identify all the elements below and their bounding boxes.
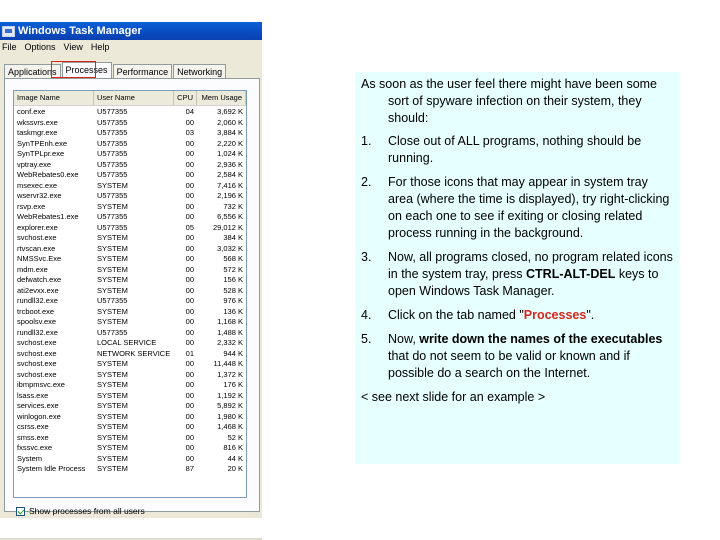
- process-mem-usage: 2,332 K: [217, 338, 243, 347]
- process-image-name: explorer.exe: [17, 222, 58, 232]
- process-user-name: U577355: [97, 212, 128, 221]
- menu-help[interactable]: Help: [90, 42, 110, 52]
- process-user-name: SYSTEM: [97, 285, 128, 295]
- process-row[interactable]: [14, 454, 246, 465]
- step-text: Close out of ALL programs, nothing should be running.: [388, 134, 642, 165]
- process-user-name: SYSTEM: [97, 275, 128, 284]
- process-mem-usage: 528 K: [223, 285, 243, 295]
- tab-applications[interactable]: Applications: [4, 64, 61, 80]
- instructions-intro: As soon as the user feel there might have been some sort of spyware infection on their system, they should:: [361, 77, 658, 125]
- process-cpu: 00: [185, 390, 194, 400]
- process-user-name: SYSTEM: [97, 401, 128, 410]
- step-text-pre: Click on the tab named ": [388, 308, 524, 322]
- process-user-name: SYSTEM: [97, 432, 128, 442]
- step-text: For those icons that may appear in system tray area (where the time is displayed), try right-clicking on each one to see if exiting or closing related process running in the background.: [388, 175, 670, 240]
- show-all-processes[interactable]: [16, 506, 145, 516]
- process-image-name: rundll32.exe: [17, 327, 58, 337]
- process-row[interactable]: [14, 202, 246, 213]
- process-user-name: U577355: [97, 170, 128, 179]
- process-image-name: svchost.exe: [17, 338, 57, 347]
- process-cpu: 00: [185, 327, 194, 337]
- process-mem-usage: 2,196 K: [217, 191, 243, 200]
- process-mem-usage: 2,936 K: [217, 159, 243, 169]
- step-5: [361, 331, 674, 382]
- process-row[interactable]: [14, 443, 246, 454]
- process-image-name: mdm.exe: [17, 264, 48, 274]
- step-text-post: ".: [586, 308, 595, 322]
- process-image-name: winlogon.exe: [17, 411, 61, 421]
- process-image-name: lsass.exe: [17, 390, 49, 400]
- process-mem-usage: 2,584 K: [217, 170, 243, 179]
- process-mem-usage: 5,892 K: [217, 401, 243, 410]
- process-mem-usage: 1,488 K: [217, 327, 243, 337]
- process-image-name: vptray.exe: [17, 159, 52, 169]
- process-mem-usage: 7,416 K: [217, 180, 243, 190]
- process-row[interactable]: [14, 223, 246, 234]
- process-cpu: 00: [185, 212, 194, 221]
- process-mem-usage: 11,448 K: [213, 359, 243, 368]
- process-image-name: conf.exe: [17, 107, 46, 116]
- process-image-name: smss.exe: [17, 432, 49, 442]
- menu-file[interactable]: File: [2, 42, 17, 52]
- process-user-name: SYSTEM: [97, 453, 128, 463]
- process-cpu: 00: [185, 453, 194, 463]
- process-image-name: WebRebates0.exe: [17, 170, 79, 179]
- column-user-name[interactable]: User Name: [94, 91, 174, 105]
- process-image-name: msexec.exe: [17, 180, 58, 190]
- process-row[interactable]: [14, 254, 246, 265]
- column-mem-usage[interactable]: Mem Usage: [197, 91, 246, 105]
- process-image-name: taskmgr.exe: [17, 128, 58, 137]
- step-text: [388, 331, 674, 382]
- process-mem-usage: 944 K: [223, 348, 243, 358]
- process-cpu: 00: [185, 117, 194, 127]
- process-cpu: 00: [185, 317, 194, 326]
- process-cpu: 00: [185, 275, 194, 284]
- column-image-name[interactable]: Image Name: [14, 91, 94, 105]
- window-title: Windows Task Manager: [18, 25, 142, 37]
- menu-bar: [0, 42, 109, 56]
- process-user-name: SYSTEM: [97, 369, 128, 379]
- process-row[interactable]: [14, 181, 246, 192]
- process-row[interactable]: [14, 191, 246, 202]
- process-image-name: svchost.exe: [17, 359, 57, 368]
- process-user-name: U577355: [97, 159, 128, 169]
- process-mem-usage: 732 K: [223, 201, 243, 211]
- process-image-name: svchost.exe: [17, 233, 57, 242]
- process-row[interactable]: [14, 338, 246, 349]
- process-user-name: SYSTEM: [97, 380, 128, 389]
- window-titlebar[interactable]: [0, 22, 262, 40]
- menu-view[interactable]: View: [63, 42, 83, 52]
- process-image-name: WebRebates1.exe: [17, 212, 79, 221]
- process-mem-usage: 568 K: [223, 254, 243, 263]
- process-user-name: U577355: [97, 107, 128, 116]
- process-cpu: 00: [185, 380, 194, 389]
- process-image-name: svchost.exe: [17, 369, 57, 379]
- process-mem-usage: 3,884 K: [217, 128, 243, 137]
- process-cpu: 05: [185, 222, 194, 232]
- process-mem-usage: 29,012 K: [212, 222, 243, 232]
- process-user-name: SYSTEM: [97, 390, 128, 400]
- process-user-name: SYSTEM: [97, 359, 128, 368]
- process-user-name: U577355: [97, 191, 128, 200]
- process-row[interactable]: [14, 328, 246, 339]
- process-mem-usage: 384 K: [223, 233, 243, 242]
- process-user-name: U577355: [97, 117, 128, 127]
- process-row[interactable]: [14, 307, 246, 318]
- process-image-name: rtvscan.exe: [17, 243, 56, 253]
- process-row[interactable]: [14, 149, 246, 160]
- instructions-box: [355, 72, 680, 464]
- process-image-name: System: [17, 453, 43, 463]
- process-user-name: LOCAL SERVICE: [97, 338, 157, 347]
- process-user-name: SYSTEM: [97, 306, 128, 316]
- step-number: 2.: [361, 175, 372, 189]
- process-mem-usage: 20 K: [227, 464, 243, 473]
- step-1: [361, 133, 674, 167]
- process-cpu: 00: [185, 411, 194, 421]
- process-row[interactable]: [14, 370, 246, 381]
- process-cpu: 01: [185, 348, 194, 358]
- menu-options[interactable]: Options: [24, 42, 56, 52]
- process-image-name: svchost.exe: [17, 348, 57, 358]
- process-cpu: 04: [185, 107, 194, 116]
- process-user-name: NETWORK SERVICE: [97, 348, 171, 358]
- task-manager-icon: [2, 26, 15, 37]
- process-cpu: 00: [185, 138, 194, 148]
- process-image-name: ibmpmsvc.exe: [17, 380, 65, 389]
- process-mem-usage: 1,168 K: [217, 317, 243, 326]
- process-user-name: SYSTEM: [97, 317, 128, 326]
- process-row[interactable]: [14, 296, 246, 307]
- step-text-post: keys to open Windows Task Manager.: [388, 267, 659, 298]
- process-list[interactable]: [13, 90, 247, 498]
- process-user-name: U577355: [97, 327, 128, 337]
- process-cpu: 00: [185, 159, 194, 169]
- process-row[interactable]: [14, 317, 246, 328]
- process-cpu: 00: [185, 254, 194, 263]
- process-row[interactable]: [14, 359, 246, 370]
- process-user-name: SYSTEM: [97, 411, 128, 421]
- step-text-pre: Now, all programs closed, no program related icons in the system tray, press: [388, 250, 673, 281]
- process-user-name: SYSTEM: [97, 264, 128, 274]
- process-cpu: 00: [185, 233, 194, 242]
- instruction-steps: [361, 133, 674, 382]
- process-mem-usage: 6,556 K: [217, 212, 243, 221]
- process-row[interactable]: [14, 233, 246, 244]
- process-cpu: 00: [185, 180, 194, 190]
- process-list-header: [14, 91, 246, 106]
- step-4: [361, 307, 674, 324]
- show-all-checkbox[interactable]: [16, 507, 25, 516]
- process-row[interactable]: [14, 107, 246, 118]
- process-image-name: wservr32.exe: [17, 191, 62, 200]
- process-cpu: 87: [185, 464, 194, 473]
- process-mem-usage: 136 K: [223, 306, 243, 316]
- step-text: [388, 307, 674, 324]
- process-image-name: trcboot.exe: [17, 306, 55, 316]
- process-user-name: SYSTEM: [97, 422, 128, 431]
- process-row[interactable]: [14, 464, 246, 475]
- process-mem-usage: 3,032 K: [217, 243, 243, 253]
- process-image-name: SynTPEnh.exe: [17, 138, 68, 148]
- process-image-name: SynTPLpr.exe: [17, 149, 65, 158]
- step-number: 5.: [361, 332, 372, 346]
- process-cpu: 00: [185, 296, 194, 305]
- process-mem-usage: 156 K: [223, 275, 243, 284]
- step-number: 4.: [361, 308, 372, 322]
- process-row[interactable]: [14, 170, 246, 181]
- process-mem-usage: 1,468 K: [217, 422, 243, 431]
- process-image-name: wkssvrs.exe: [17, 117, 58, 127]
- process-user-name: SYSTEM: [97, 243, 128, 253]
- process-row[interactable]: [14, 433, 246, 444]
- process-row[interactable]: [14, 139, 246, 150]
- process-row[interactable]: [14, 401, 246, 412]
- process-row[interactable]: [14, 118, 246, 129]
- step-text-pre: Now,: [388, 332, 420, 346]
- process-cpu: 00: [185, 338, 194, 347]
- process-cpu: 00: [185, 422, 194, 431]
- process-user-name: SYSTEM: [97, 233, 128, 242]
- process-image-name: NMSSvc.Exe: [17, 254, 62, 263]
- process-user-name: SYSTEM: [97, 201, 128, 211]
- process-row[interactable]: [14, 380, 246, 391]
- step-tab-name: Processes: [523, 308, 587, 322]
- process-mem-usage: 2,220 K: [217, 138, 243, 148]
- task-manager-window: [0, 22, 262, 518]
- process-row[interactable]: [14, 265, 246, 276]
- process-image-name: rundll32.exe: [17, 296, 58, 305]
- process-mem-usage: 1,024 K: [217, 149, 243, 158]
- process-image-name: spoolsv.exe: [17, 317, 57, 326]
- process-row[interactable]: [14, 422, 246, 433]
- process-row[interactable]: [14, 412, 246, 423]
- process-cpu: 00: [185, 401, 194, 410]
- process-user-name: U577355: [97, 222, 128, 232]
- process-mem-usage: 3,692 K: [217, 107, 243, 116]
- tab-strip: [4, 62, 227, 78]
- process-rows: [14, 106, 246, 475]
- process-cpu: 00: [185, 149, 194, 158]
- process-mem-usage: 2,060 K: [217, 117, 243, 127]
- process-row[interactable]: [14, 128, 246, 139]
- process-cpu: 03: [185, 128, 194, 137]
- process-mem-usage: 176 K: [223, 380, 243, 389]
- process-user-name: U577355: [97, 128, 128, 137]
- show-all-label: Show processes from all users: [29, 506, 145, 516]
- process-row[interactable]: [14, 212, 246, 223]
- process-user-name: U577355: [97, 149, 128, 158]
- step-text: [388, 249, 674, 300]
- process-image-name: ati2evxx.exe: [17, 285, 59, 295]
- process-image-name: services.exe: [17, 401, 59, 410]
- step-emphasis: write down the names of the executables: [419, 332, 663, 346]
- tab-performance[interactable]: Performance: [113, 64, 173, 80]
- process-cpu: 00: [185, 443, 194, 452]
- process-row[interactable]: [14, 275, 246, 286]
- process-cpu: 00: [185, 201, 194, 211]
- process-mem-usage: 1,372 K: [217, 369, 243, 379]
- process-image-name: fxssvc.exe: [17, 443, 53, 452]
- instructions-footer: < see next slide for an example >: [361, 390, 546, 404]
- process-mem-usage: 1,192 K: [217, 390, 243, 400]
- process-user-name: SYSTEM: [97, 443, 128, 452]
- process-user-name: U577355: [97, 138, 128, 148]
- step-2: [361, 174, 674, 242]
- process-row[interactable]: [14, 391, 246, 402]
- process-cpu: 00: [185, 306, 194, 316]
- process-row[interactable]: [14, 160, 246, 171]
- step-number: 1.: [361, 134, 372, 148]
- tab-processes[interactable]: Processes: [62, 62, 112, 80]
- process-mem-usage: 1,980 K: [217, 411, 243, 421]
- step-number: 3.: [361, 250, 372, 264]
- process-cpu: 00: [185, 432, 194, 442]
- step-text-post: that do not seem to be valid or known and if possible do a search on the Internet.: [388, 349, 630, 380]
- process-mem-usage: 976 K: [223, 296, 243, 305]
- process-user-name: SYSTEM: [97, 180, 128, 190]
- process-cpu: 00: [185, 285, 194, 295]
- process-image-name: defwatch.exe: [17, 275, 62, 284]
- process-cpu: 00: [185, 191, 194, 200]
- process-user-name: U577355: [97, 296, 128, 305]
- process-row[interactable]: [14, 286, 246, 297]
- process-cpu: 00: [185, 359, 194, 368]
- process-cpu: 00: [185, 369, 194, 379]
- process-user-name: SYSTEM: [97, 464, 128, 473]
- process-image-name: rsvp.exe: [17, 201, 46, 211]
- process-cpu: 00: [185, 264, 194, 274]
- process-cpu: 00: [185, 243, 194, 253]
- process-mem-usage: 572 K: [223, 264, 243, 274]
- process-cpu: 00: [185, 170, 194, 179]
- step-3: [361, 249, 674, 300]
- process-user-name: SYSTEM: [97, 254, 128, 263]
- process-image-name: System Idle Process: [17, 464, 86, 473]
- tab-networking[interactable]: Networking: [173, 64, 226, 80]
- column-cpu[interactable]: CPU: [174, 91, 197, 105]
- process-mem-usage: 816 K: [223, 443, 243, 452]
- process-mem-usage: 44 K: [227, 453, 243, 463]
- step-key-combo: CTRL-ALT-DEL: [526, 267, 616, 281]
- process-image-name: csrss.exe: [17, 422, 49, 431]
- process-row[interactable]: [14, 244, 246, 255]
- process-row[interactable]: [14, 349, 246, 360]
- process-mem-usage: 52 K: [227, 432, 243, 442]
